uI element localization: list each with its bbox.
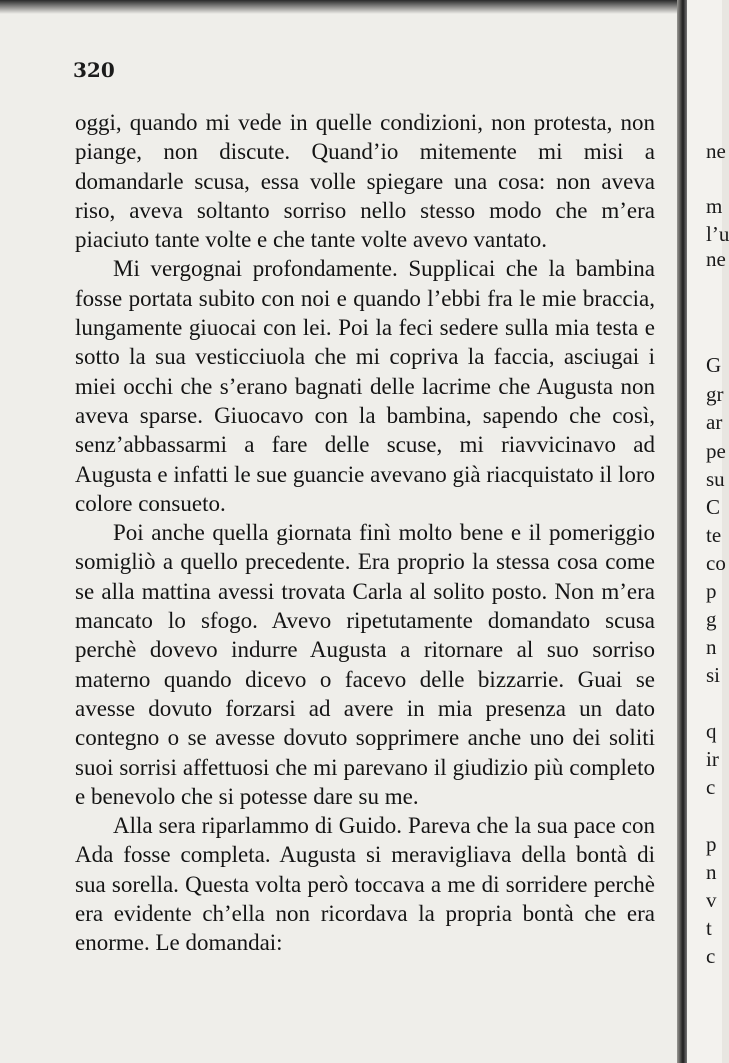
facing-fragment: l’u (706, 222, 729, 246)
scan-top-shadow (0, 0, 722, 14)
book-gutter (677, 0, 687, 1063)
facing-fragment: ir (706, 747, 719, 771)
facing-fragment: C (706, 495, 721, 519)
page-number: 320 (73, 58, 115, 82)
facing-page-fragments (706, 0, 729, 1063)
paragraph-3: Poi anche quella giornata finì molto bene e il pomeriggio somigliò a quello precedente. Era proprio la stessa cosa come se alla mattina avessi trovata Carla al solito posto. Non m’era mancato lo sfogo. Avevo ripetutamente domandato scusa perchè dovevo indurre Augusta a ritornare al suo sorriso materno quando dicevo o facevo delle bizzarrie. Guai se avesse dovuto forzarsi ad avere in mia presenza un dato contegno o se avesse dovuto sopprimere anche uno dei soliti suoi sorrisi affettuosi che mi parevano il giudizio più completo e benevolo che si potesse dare su me. (75, 520, 655, 809)
facing-fragment: n (706, 635, 717, 659)
facing-fragment: gr (706, 382, 724, 406)
facing-fragment: pe (706, 439, 726, 463)
facing-fragment: ne (706, 247, 726, 271)
facing-fragment: t (706, 916, 712, 940)
facing-fragment: q (706, 719, 717, 743)
facing-fragment: G (706, 353, 722, 377)
facing-fragment: co (706, 551, 726, 575)
facing-fragment: c (706, 944, 716, 968)
facing-fragment: c (706, 775, 716, 799)
facing-fragment: p (706, 579, 717, 603)
facing-fragment: v (706, 888, 717, 912)
facing-fragment: ar (706, 410, 723, 434)
facing-fragment: su (706, 467, 725, 491)
paragraph-2: Mi vergognai profondamente. Supplicai che la bambina fosse portata subito con noi e quando l’ebbi fra le mie braccia, lungamente giuocai con lei. Poi la feci sedere sulla mia testa e sotto la sua vesticciuola che mi copriva la faccia, asciugai i miei occhi che s’erano bagnati delle lacrime che Augusta non aveva sparse. Giuocavo con la bambina, sapendo che così, senz’abbassarmi a fare delle scuse, mi riavvicinavo ad Augusta e infatti le sue guancie avevano già riacquistato il loro colore consueto. (75, 256, 655, 516)
facing-fragment: p (706, 832, 717, 856)
paragraph-4: Alla sera riparlammo di Guido. Pareva che la sua pace con Ada fosse completa. Augusta si meravigliava della bontà di sua sorella. Questa volta però toccava a me di sorridere perchè era evidente ch’ella non ricordava la propria bontà che era enorme. Le domandai: (75, 813, 655, 956)
facing-fragment: si (706, 663, 721, 687)
facing-fragment: g (706, 607, 717, 631)
facing-fragment: m (706, 194, 723, 218)
paragraph-1: oggi, quando mi vede in quelle condizioni, non protesta, non piange, non discute. Quand’io mitemente mi misi a domandarle scusa, essa volle spiegare una cosa: non aveva riso, aveva soltanto sorriso nello stesso modo che m’era piaciuto tante volte e che tante volte avevo vantato. (75, 110, 655, 253)
facing-fragment: n (706, 860, 717, 884)
facing-fragment: te (706, 523, 722, 547)
body-text (75, 108, 655, 958)
facing-fragment: ne (706, 139, 726, 163)
